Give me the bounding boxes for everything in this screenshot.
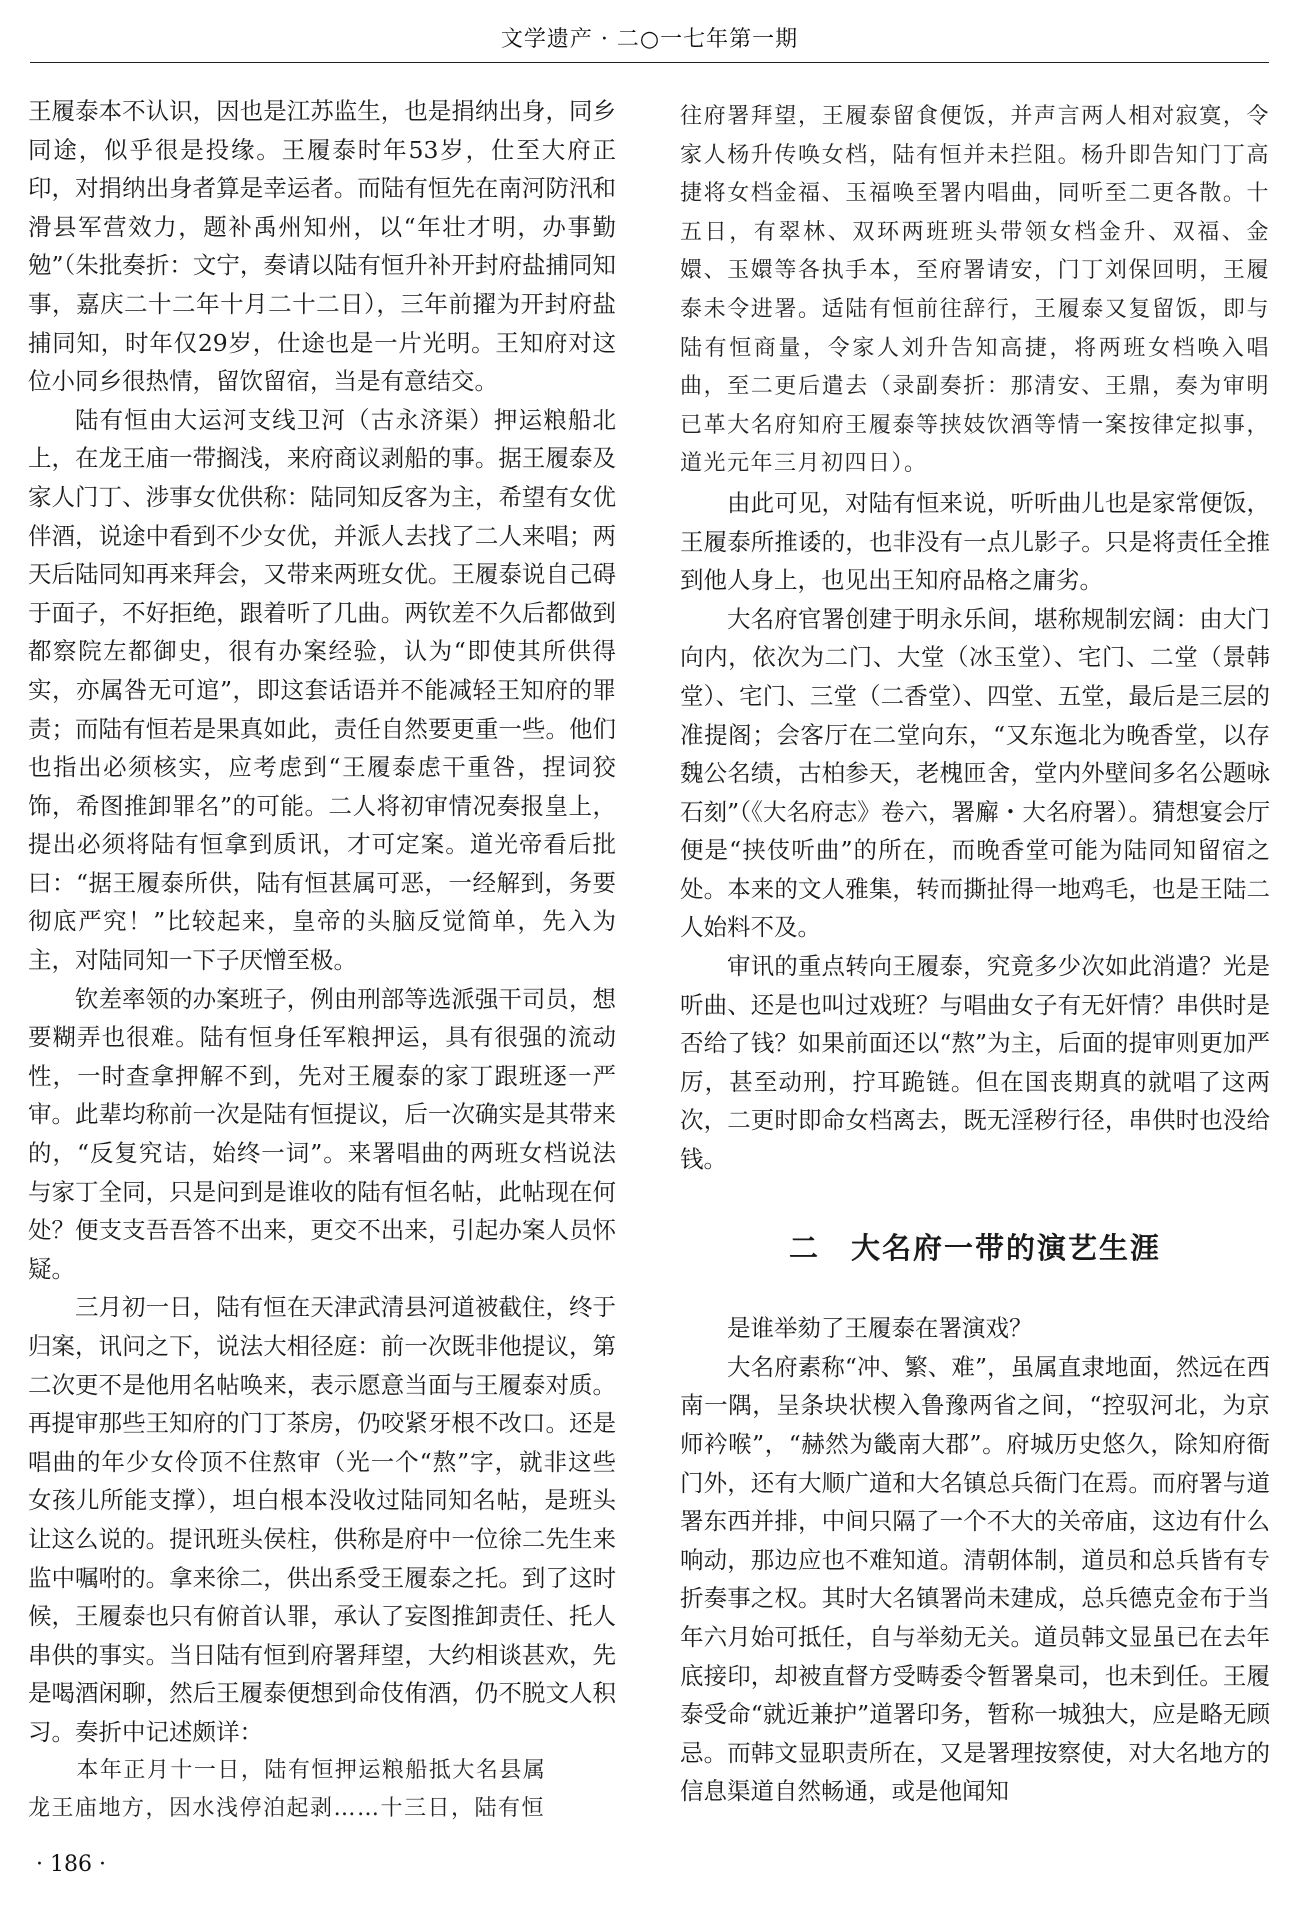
paragraph: 三月初一日，陆有恒在天津武清县河道被截住，终于归案，讯问之下，说法大相径庭：前一次既非他提议，第二次更不是他用名帖唤来，表示愿意当面与王履泰对质。再提审那些王知府的门丁茶房，仍咬紧牙根不改口。还是唱曲的年少女伶顶不住熬审（光一个“熬”字，就非这些女孩儿所能支撑），坦白根本没收过陆同知名帖，是班头让这么说的。提讯班头侯柱，供称是府中一位徐二先生来监中嘱咐的。拿来徐二，供出系受王履泰之托。到了这时候，王履泰也只有俯首认罪，承认了妄图推卸责任、托人串供的事实。当日陆有恒到府署拜望，大约相谈甚欢，先是喝酒闲聊，然后王履泰便想到命伎侑酒，仍不脱文人积习。奏折中记述颇详： (28, 1293, 616, 1746)
section-heading: 二 大名府一带的演艺生涯 (788, 1230, 1161, 1265)
paragraph: 王履泰本不认识，因也是江苏监生，也是捐纳出身，同乡同途，似乎很是投缘。王履泰时年53岁，仕至大府正印，对捐纳出身者算是幸运者。而陆有恒先在南河防汛和滑县军营效力，题补禹州知州，以“年壮才明，办事勤勉”（朱批奏折：文宁，奏请以陆有恒升补开封府盐捕同知事，嘉庆二十二年十月二十二日），三年前擢为开封府盐捕同知，时年仅29岁，仕途也是一片光明。王知府对这位小同乡很热情，留饮留宿，当是有意结交。 (28, 97, 616, 396)
paragraph: 大名府官署创建于明永乐间，堪称规制宏阔：由大门向内，依次为二门、大堂（冰玉堂）、宅门、二堂（景韩堂）、宅门、三堂（二香堂）、四堂、五堂，最后是三层的准提阁；会客厅在二堂向东，“又东迤北为晚香堂，以存魏公名绩，古柏参天，老槐匝舍，堂内外壁间多名公题咏石刻”（《大名府志》卷六，署廨・大名府署）。猜想宴会厅便是“挟伎听曲”的所在，而晚香堂可能为陆同知留宿之处。本来的文人雅集，转而撕扯得一地鸡毛，也是王陆二人始料不及。 (680, 604, 1270, 942)
paragraph: 由此可见，对陆有恒来说，听听曲儿也是家常便饭，王履泰所推诿的，也非没有一点儿影子。只是将责任全推到他人身上，也见出王知府品格之庸劣。 (680, 488, 1270, 595)
block-quote: 往府署拜望，王履泰留食便饭，并声言两人相对寂寞，令家人杨升传唤女档，陆有恒并未拦阻。杨升即告知门丁高捷将女档金福、玉福唤至署内唱曲，同听至二更各散。十五日，有翠林、双环两班班头带领女档金升、双福、金嬛、玉嬛等各执手本，至府署请安，门丁刘保回明，王履泰未令进署。适陆有恒前往辞行，王履泰又复留饭，即与陆有恒商量，令家人刘升告知高捷，将两班女档唤入唱曲，至二更后遣去（录副奏折：那清安、王鼎，奏为审明已革大名府知府王履泰等挟妓饮酒等情一案按律定拟事，道光元年三月初四日）。 (680, 104, 1270, 477)
paragraph: 钦差率领的办案班子，例由刑部等选派强干司员，想要糊弄也很难。陆有恒身任军粮押运，具有很强的流动性，一时查拿押解不到，先对王履泰的家丁跟班逐一严审。此辈均称前一次是陆有恒提议，后一次确实是其带来的，“反复究诘，始终一词”。来署唱曲的两班女档说法与家丁全同，只是问到是谁收的陆有恒名帖，此帖现在何处？便支支吾吾答不出来，更交不出来，引起办案人员怀疑。 (28, 984, 616, 1283)
running-header: 文学遗产 · 二○一七年第一期 (500, 27, 799, 52)
paragraph: 是谁举劾了王履泰在署演戏？ (727, 1314, 1033, 1343)
page-number: · 186 · (36, 1852, 106, 1877)
block-quote: 龙王庙地方，因水浅停泊起剥……十三日，陆有恒 (28, 1796, 546, 1822)
paragraph: 审讯的重点转向王履泰，究竟多少次如此消遣？光是听曲、还是也叫过戏班？与唱曲女子有无奸情？串供时是否给了钱？如果前面还以“熬”为主，后面的提审则更加严厉，甚至动刑，拧耳跪链。但在国丧期真的就唱了这两次，二更时即命女档离去，既无淫秽行径，串供时也没给钱。 (680, 952, 1270, 1174)
paragraph: 大名府素称“冲、繁、难”，虽属直隶地面，然远在西南一隅，呈条块状楔入鲁豫两省之间，“控驭河北，为京师衿喉”，“赫然为畿南大郡”。府城历史悠久，除知府衙门外，还有大顺广道和大名镇总兵衙门在焉。而府署与道署东西并排，中间只隔了一个不大的关帝庙，这边有什么响动，那边应也不难知道。清朝体制，道员和总兵皆有专折奏事之权。其时大名镇署尚未建成，总兵德克金布于当年六月始可抵任，自与举劾无关。道员韩文显虽已在去年底接印，却被直督方受畴委令暂署臬司，也未到任。王履泰受命“就近兼护”道署印务，暂称一城独大，应是略无顾忌。而韩文显职责所在，又是署理按察使，对大名地方的信息渠道自然畅通，或是他闻知 (680, 1352, 1270, 1806)
left-column (28, 92, 616, 1829)
right-column (680, 98, 1270, 1811)
paragraph: 陆有恒由大运河支线卫河（古永济渠）押运粮船北上，在龙王庙一带搁浅，来府商议剥船的事。据王履泰及家人门丁、涉事女优供称：陆同知反客为主，希望有女优伴酒，说途中看到不少女优，并派人去找了二人来唱；两天后陆同知再来拜会，又带来两班女优。王履泰说自己碍于面子，不好拒绝，跟着听了几曲。两钦差不久后都做到都察院左都御史，很有办案经验，认为“即使其所供得实，亦属咎无可逭”，即这套话语并不能减轻王知府的罪责；而陆有恒若是果真如此，责任自然要更重一些。他们也指出必须核实，应考虑到“王履泰虑干重咎，捏词狡饰，希图推卸罪名”的可能。二人将初审情况奏报皇上，提出必须将陆有恒拿到质讯，才可定案。道光帝看后批曰：“据王履泰所供，陆有恒甚属可恶，一经解到，务要彻底严究！”比较起来，皇帝的头脑反觉简单，先入为主，对陆同知一下子厌憎至极。 (28, 405, 616, 975)
header-rule (30, 62, 1269, 63)
block-quote: 本年正月十一日，陆有恒押运粮船抵大名县属 (76, 1757, 547, 1783)
